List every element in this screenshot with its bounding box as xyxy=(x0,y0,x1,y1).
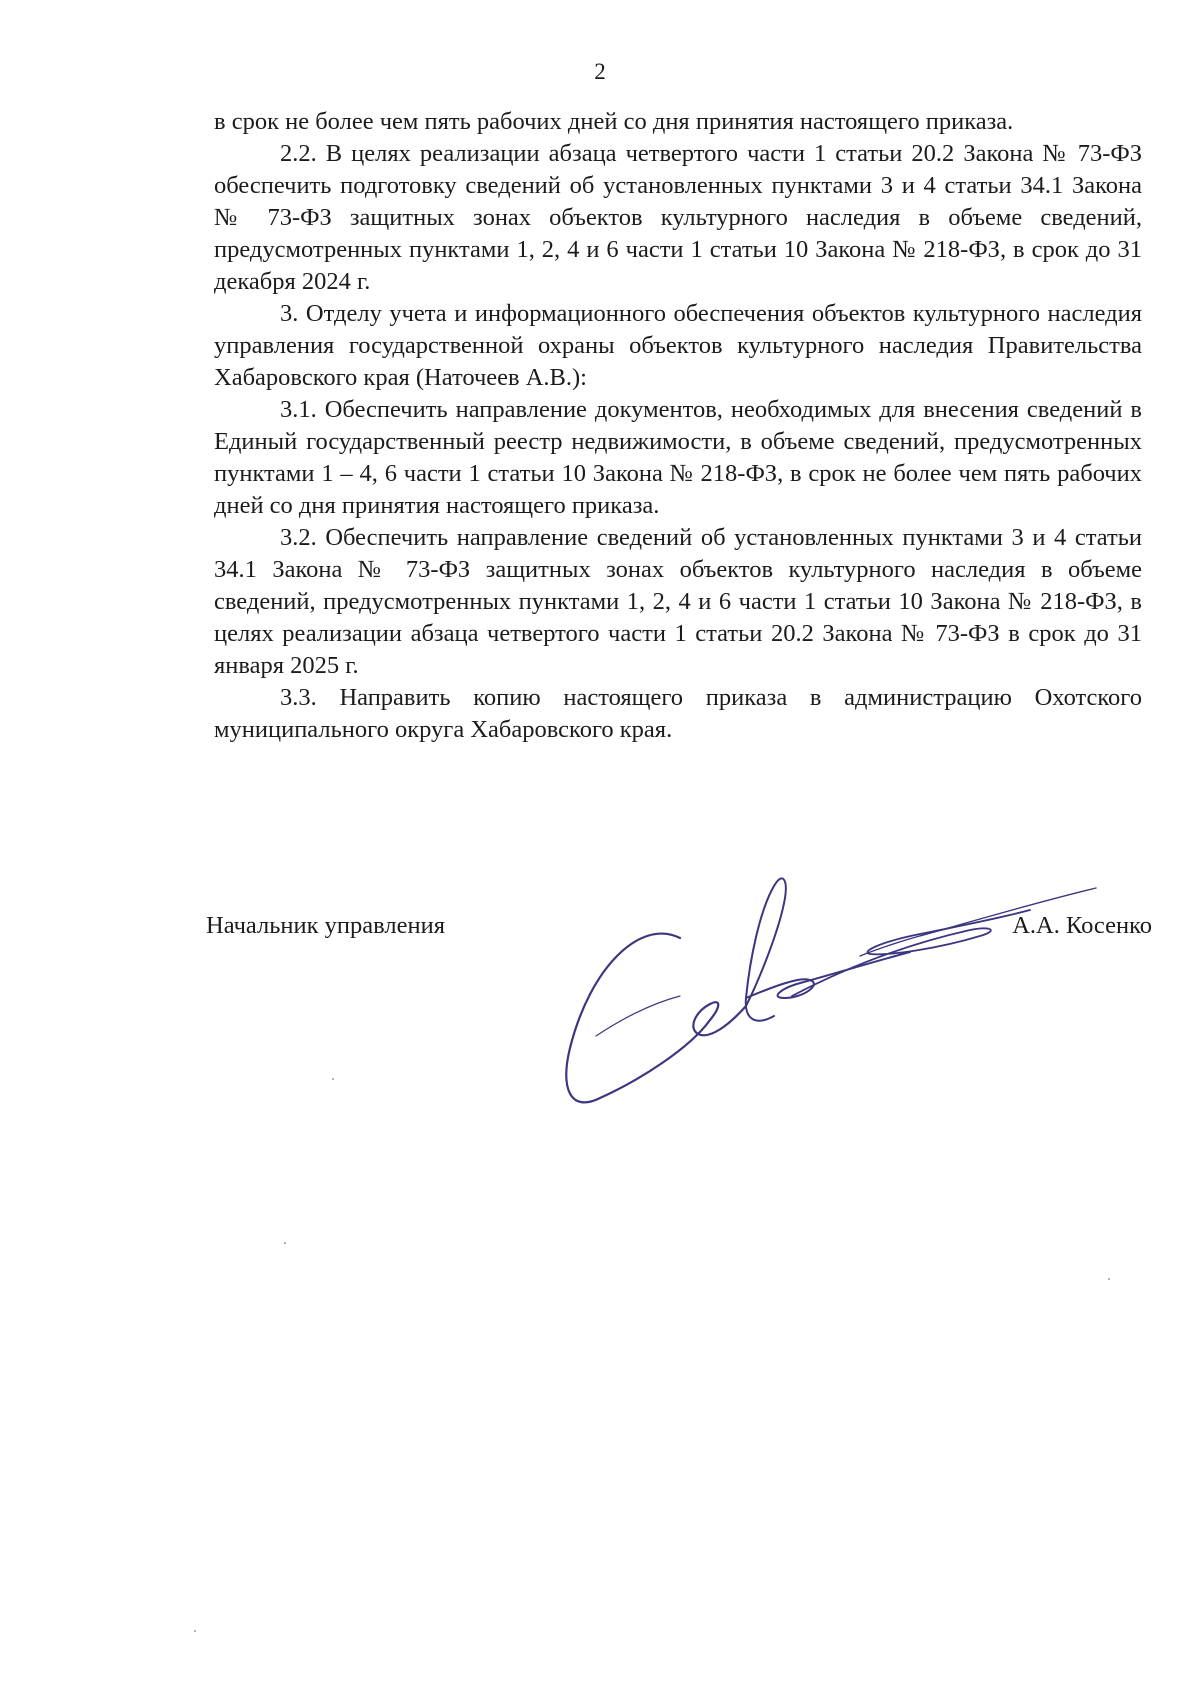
handwritten-signature xyxy=(560,848,1110,1118)
signatory-position: Начальник управления xyxy=(206,912,445,939)
scan-speck xyxy=(332,1078,334,1080)
paragraph-3-3: 3.3. Направить копию настоящего приказа в администрацию Охотского муниципального округа Хабаровского края. xyxy=(214,684,1142,743)
paragraph-3: 3. Отделу учета и информационного обеспечения объектов культурного наследия управления государственной охраны объектов культурного наследия Правительства Хабаровского края (Наточеев А.В.): xyxy=(214,300,1142,391)
document-body xyxy=(214,106,1142,746)
page-number: 2 xyxy=(594,59,606,84)
scan-speck xyxy=(284,1242,286,1244)
scan-speck xyxy=(194,1630,196,1632)
paragraph-3-2: 3.2. Обеспечить направление сведений об установленных пунктами 3 и 4 статьи 34.1 Закона № 73-ФЗ защитных зонах объектов культурного наследия в объеме сведений, предусмотренных пунктами 1, 2, 4 и 6 части 1 статьи 10 Закона № 218-ФЗ, в целях реализации абзаца четвертого части 1 статьи 20.2 Закона № 73-ФЗ в срок до 31 января 2025 г. xyxy=(214,524,1142,679)
scan-speck xyxy=(1108,1278,1110,1280)
paragraph-3-1: 3.1. Обеспечить направление документов, необходимых для внесения сведений в Единый государственный реестр недвижимости, в объеме сведений, предусмотренных пунктами 1 – 4, 6 части 1 статьи 10 Закона № 218-ФЗ, в срок не более чем пять рабочих дней со дня принятия настоящего приказа. xyxy=(214,396,1142,519)
paragraph-continuation: в срок не более чем пять рабочих дней со дня принятия настоящего приказа. xyxy=(214,108,1014,135)
paragraph-2-2: 2.2. В целях реализации абзаца четвертого части 1 статьи 20.2 Закона № 73-ФЗ обеспечить подготовку сведений об установленных пунктами 3 и 4 статьи 34.1 Закона № 73-ФЗ защитных зонах объектов культурного наследия в объеме сведений, предусмотренных пунктами 1, 2, 4 и 6 части 1 статьи 10 Закона № 218-ФЗ, в срок до 31 декабря 2024 г. xyxy=(214,140,1142,295)
signatory-name: А.А. Косенко xyxy=(1012,912,1152,939)
